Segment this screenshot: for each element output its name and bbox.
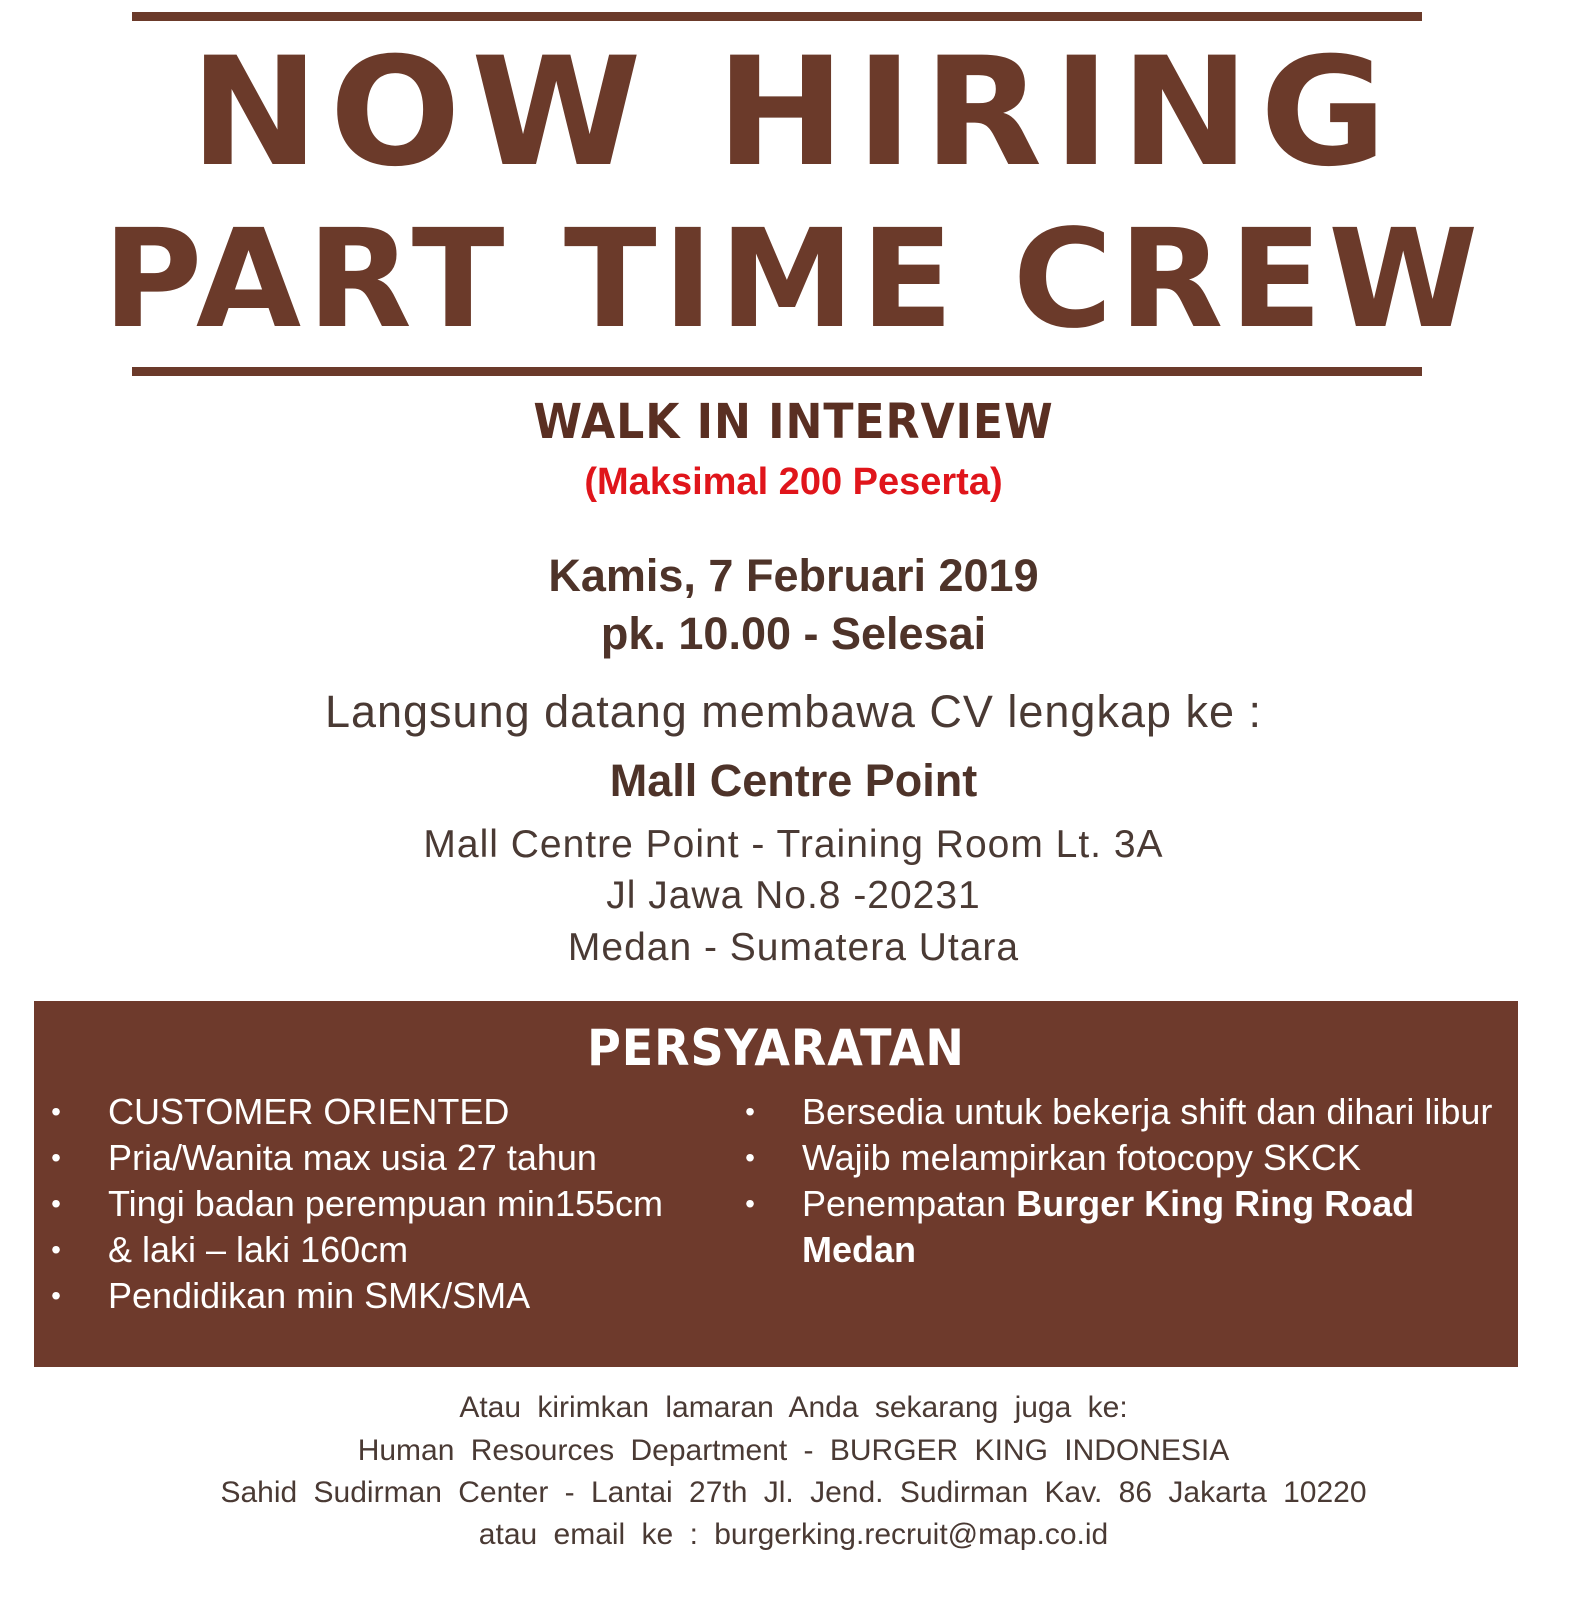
requirements-panel xyxy=(34,998,1518,1367)
bullet-icon: • xyxy=(51,1188,61,1219)
bullet-icon: • xyxy=(51,1234,61,1265)
headline-now-hiring: NOW HIRING xyxy=(189,26,1398,200)
bullet-icon: • xyxy=(745,1188,755,1219)
list-item xyxy=(740,1181,1500,1273)
requirement-text: Bersedia untuk bekerja shift dan dihari libur xyxy=(802,1091,1493,1132)
requirements-list-left xyxy=(46,1089,736,1319)
footer-line: Atau kirimkan lamaran Anda sekarang juga ke: xyxy=(459,1391,1128,1424)
list-item xyxy=(46,1227,736,1273)
list-item xyxy=(46,1181,736,1227)
bullet-icon: • xyxy=(51,1142,61,1173)
event-time: pk. 10.00 - Selesai xyxy=(600,608,987,659)
requirements-title: PERSYARATAN xyxy=(587,1019,965,1077)
bullet-icon: • xyxy=(745,1142,755,1173)
requirement-text: Wajib melampirkan fotocopy SKCK xyxy=(802,1137,1361,1178)
list-item xyxy=(46,1089,736,1135)
list-item xyxy=(46,1273,736,1319)
bullet-icon: • xyxy=(51,1280,61,1311)
footer-line: Human Resources Department - BURGER KING INDONESIA xyxy=(357,1434,1230,1467)
address-line: Jl Jawa No.8 -20231 xyxy=(606,874,981,917)
event-date: Kamis, 7 Februari 2019 xyxy=(548,550,1039,601)
bullet-icon: • xyxy=(745,1096,755,1127)
placement-location: Burger King Ring Road Medan xyxy=(802,1183,1415,1270)
placement-prefix: Penempatan xyxy=(802,1183,1017,1224)
list-item xyxy=(740,1089,1500,1135)
footer-email: atau email ke : burgerking.recruit@map.co.id xyxy=(478,1518,1109,1551)
venue-name: Mall Centre Point xyxy=(609,755,978,806)
requirements-list-right xyxy=(740,1089,1500,1273)
top-divider xyxy=(132,12,1422,21)
headline-part-time-crew: PART TIME CREW xyxy=(102,201,1485,359)
capacity-note: (Maksimal 200 Peserta) xyxy=(584,461,1003,503)
list-item xyxy=(46,1135,736,1181)
bullet-icon: • xyxy=(51,1096,61,1127)
list-item xyxy=(740,1135,1500,1181)
requirement-text: CUSTOMER ORIENTED xyxy=(108,1091,510,1132)
requirement-text: & laki – laki 160cm xyxy=(108,1229,409,1270)
interview-type: WALK IN INTERVIEW xyxy=(533,394,1054,450)
address-line: Medan - Sumatera Utara xyxy=(567,926,1020,969)
bottom-divider xyxy=(132,367,1422,376)
footer-line: Sahid Sudirman Center - Lantai 27th Jl. Jend. Sudirman Kav. 86 Jakarta 10220 xyxy=(220,1476,1367,1509)
requirement-text: Pria/Wanita max usia 27 tahun xyxy=(108,1137,597,1178)
requirement-text: Tingi badan perempuan min155cm xyxy=(108,1183,663,1224)
instruction-text: Langsung datang membawa CV lengkap ke : xyxy=(324,686,1263,737)
requirement-text: Pendidikan min SMK/SMA xyxy=(108,1275,531,1316)
address-line: Mall Centre Point - Training Room Lt. 3A xyxy=(423,823,1164,866)
